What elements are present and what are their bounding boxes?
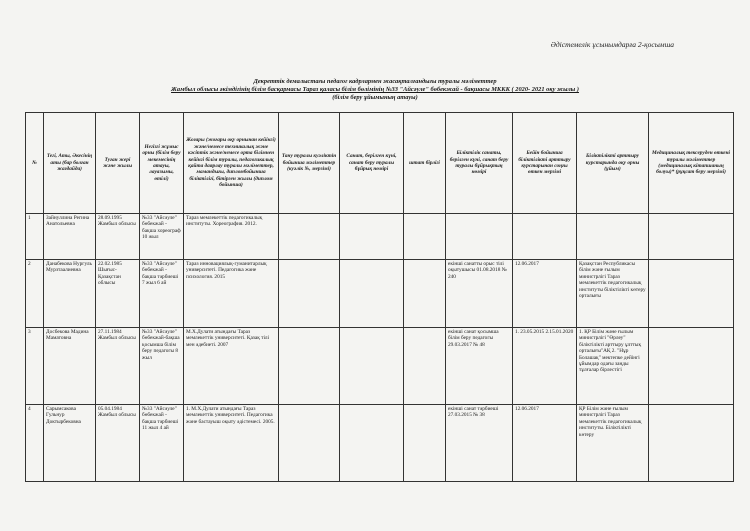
cell-recognition — [279, 260, 340, 328]
cell-birth: 28.09.1995 Жамбыл облысы — [96, 214, 140, 260]
document-subtitle: Жамбыл облысы әкімдігінің білім басқармасы Тараз қаласы білім бөлімінің №33 "Айсәуле" бөбекжай - бақшасы МККК ( 2020- 2021 оқу жылы ) — [171, 86, 579, 93]
cell-qualification: екінші санатты орыс тілі оқытушысы 01.08.2018 № 240 — [446, 260, 513, 328]
header-medical: Медициналық тексеруден өткені туралы мәліметтер (медициналық кітапшаның болуы)* (рұқсат беру мерзімі) — [649, 113, 734, 214]
cell-course-place: ҚР Білім және ғылым министрлігі Тараз мемлекеттік педагогикалық институты. Біліктілікті көтеру — [577, 405, 649, 482]
cell-recognition — [279, 328, 340, 405]
cell-workplace: №33 "Айсәуле" бөбекжай-бақша қосымша білім беру педагогы 8 жыл — [140, 328, 184, 405]
cell-medical — [649, 328, 734, 405]
cell-staff-unit — [404, 405, 446, 482]
cell-course-place: Қазақстан Республикасы білім және ғылым министрлігі Тараз мемлекеттік педагогикалық институты біліктілікті көтеру орталығы — [577, 260, 649, 328]
cell-category — [340, 214, 404, 260]
document-title-block — [20, 78, 730, 102]
header-course-place: Біліктілікті арттыру курстарында оқу орны (ұйым) — [577, 113, 649, 214]
cell-number: 3 — [26, 328, 44, 405]
cell-recognition — [279, 214, 340, 260]
header-name: Тегі, Аты, Әкесінің аты (бар болған жағдайда) — [44, 113, 96, 214]
cell-qualification: екінші санат қосымша білім беру педагогы 29.03.2017 № 48 — [446, 328, 513, 405]
cell-recognition — [279, 405, 340, 482]
cell-name: Досбекова Мадина Маматовна — [44, 328, 96, 405]
organization-caption: (білім беру ұйымының атауы) — [332, 94, 418, 101]
cell-birth: 05.04.1984 Жамбыл облысы — [96, 405, 140, 482]
header-number: № — [26, 113, 44, 214]
cell-workplace: №33 "Айсәуле" бөбекжай - бақша хореограф 10 жыл — [140, 214, 184, 260]
cell-qualification: екінші санат тәрбиеші 27.03.2015 № 38 — [446, 405, 513, 482]
table-row — [26, 260, 734, 328]
header-staff-unit: штат бірлігі — [404, 113, 446, 214]
cell-qualification — [446, 214, 513, 260]
cell-name: Данабекова Нургуль Мурзтаалиевна — [44, 260, 96, 328]
header-birth: Туған жері және жылы — [96, 113, 140, 214]
cell-name: Сарымсакова Гульнур Доктырбековна — [44, 405, 96, 482]
cell-education: 1. М.Х.Дулати атындағы Тараз мемлекеттік университеті. Педагогика және бастауыш оқыту әдістемесі. 2005. — [184, 405, 279, 482]
cell-education: М.Х.Дулати атындағы Тараз мемлекеттік университеті. Қазақ тілі мен әдебиеті. 2007 — [184, 328, 279, 405]
cell-course-date: 12.06.2017 — [513, 260, 577, 328]
header-education: Жоғары (жоғары оқу орнынан кейінгі) және/немесе техникалық және кәсіптік және/немесе орта білімнен кейінгі білім туралы, педагогикалық қайта даярлау туралы мәліметтер, мамандығы, дипломбойынша біліктілігі, бітірген жылы (диплом бойынша) — [184, 113, 279, 214]
staff-table — [25, 112, 734, 482]
cell-medical — [649, 405, 734, 482]
cell-number: 4 — [26, 405, 44, 482]
cell-category — [340, 260, 404, 328]
cell-name: Зайнуллина Регина Анатольевна — [44, 214, 96, 260]
table-row — [26, 214, 734, 260]
header-qualification: Біліктілік санаты, берілген күні, санат беру туралы бұйрықтың нөмірі — [446, 113, 513, 214]
cell-category — [340, 328, 404, 405]
cell-course-date: 12.06.2017 — [513, 405, 577, 482]
table-header-row — [26, 113, 734, 214]
cell-course-date — [513, 214, 577, 260]
cell-staff-unit — [404, 328, 446, 405]
cell-number: 2 — [26, 260, 44, 328]
cell-birth: 27.11.1984 Жамбыл облысы — [96, 328, 140, 405]
cell-staff-unit — [404, 260, 446, 328]
cell-workplace: №33 "Айсәуле" бөбекжай - бақша тәрбиеші 7 жыл 6 ай — [140, 260, 184, 328]
cell-course-place: 1. ҚР Білім және ғылым министрлігі "Өрлеу" біліктілікті арттыру ұлттық орталығы"АҚ 2. "Нұр Болашақ" мектепке дейінгі ұйымдар одағы заңды тұлғалар бірлестігі — [577, 328, 649, 405]
cell-education: Тараз мемлекеттік педагогикалық институты. Хореография. 2012. — [184, 214, 279, 260]
cell-medical — [649, 214, 734, 260]
cell-number: 1 — [26, 214, 44, 260]
header-course-date: Бейін бойынша біліктілікті арттыру курстарынан соңғы өткен мерзімі — [513, 113, 577, 214]
appendix-label: Әдістемелік ұсынымдарға 2-қосымша — [550, 40, 674, 49]
document-title: Декреттік демалыстағы педагог кадрлармен жасақталғандығы туралы мәліметтер — [253, 78, 497, 85]
cell-birth: 22.02.1985 Шығыс-Қазақстан облысы — [96, 260, 140, 328]
cell-education: Тараз инновациялық-гуманитарлық университеті. Педагогика және психология. 2015 — [184, 260, 279, 328]
cell-course-place — [577, 214, 649, 260]
cell-category — [340, 405, 404, 482]
table-row — [26, 405, 734, 482]
table-row — [26, 328, 734, 405]
cell-course-date: 1. 23.05.2015 2.15.01.2020 — [513, 328, 577, 405]
header-recognition: Тану туралы куәлiктiн бойынша мәлiметтер (куәлiк №, мерзiмi) — [279, 113, 340, 214]
cell-staff-unit — [404, 214, 446, 260]
cell-medical — [649, 260, 734, 328]
header-workplace: Негізгі жұмыс орны (білім беру мекемесінің атауы, лауазымы, өтілі) — [140, 113, 184, 214]
header-category: Санат, берілген күні, санат беру туралы бұйрық нөмірі — [340, 113, 404, 214]
cell-workplace: №33 "Айсәуле" бөбекжай - бақша тәрбиеші 11 жыл 4 ай — [140, 405, 184, 482]
